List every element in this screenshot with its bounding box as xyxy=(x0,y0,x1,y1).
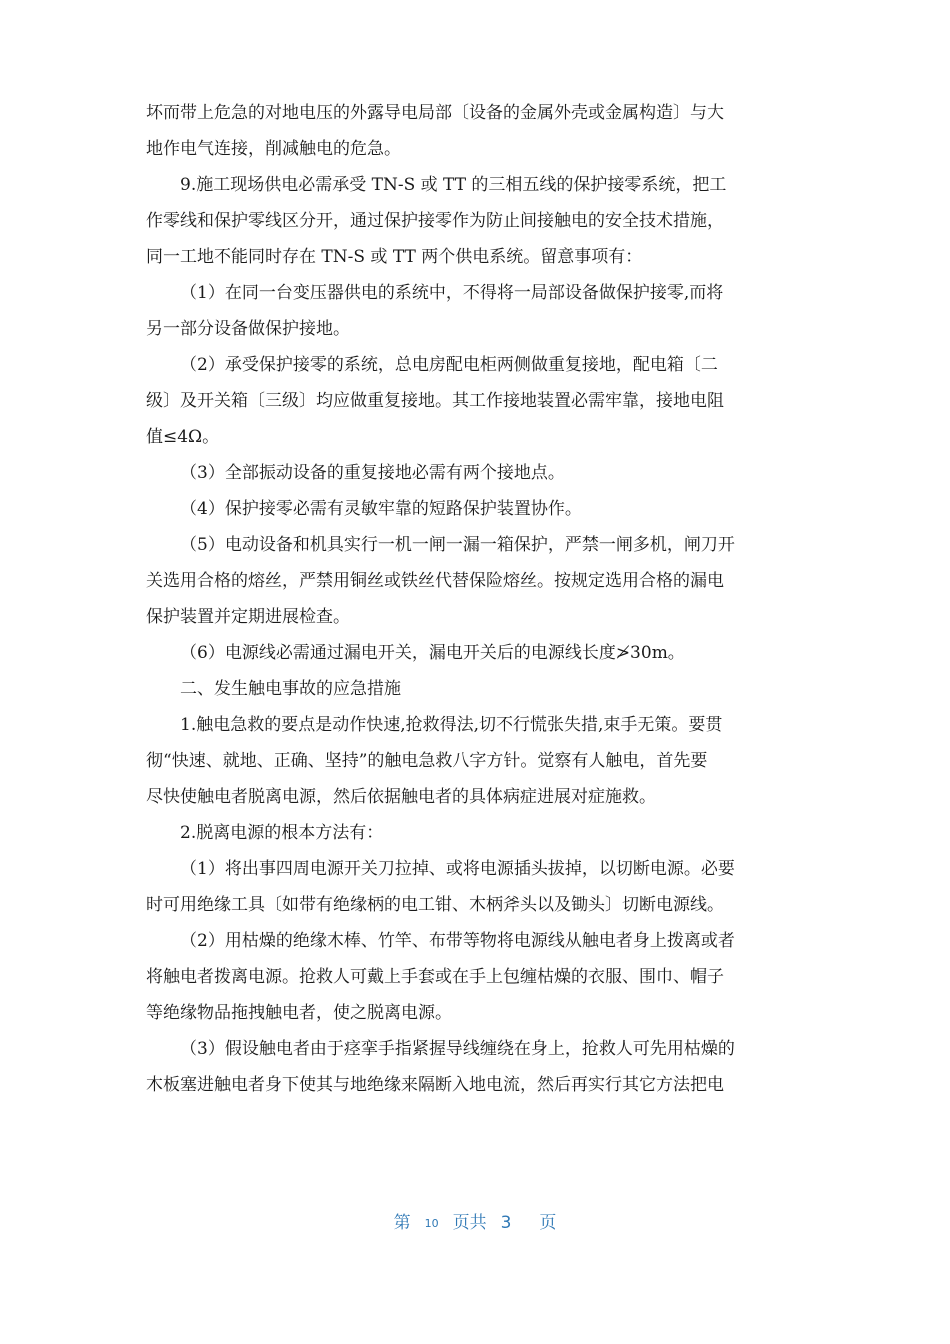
text-line: 级〕及开关箱〔三级〕均应做重复接地。其工作接地装置必需牢靠，接地电阻 xyxy=(146,391,724,411)
page-footer xyxy=(0,1208,950,1233)
text-line: 木板塞进触电者身下使其与地绝缘来隔断入地电流，然后再实行其它方法把电 xyxy=(146,1075,724,1095)
text-line: 彻“快速、就地、正确、坚持”的触电急救八字方针。觉察有人触电，首先要 xyxy=(146,751,708,771)
text-line: （5）电动设备和机具实行一机一闸一漏一箱保护，严禁一闸多机，闸刀开 xyxy=(180,535,735,555)
text-line: 1.触电急救的要点是动作快速,抢救得法,切不行慌张失措,束手无策。要贯 xyxy=(180,715,723,735)
text-line: （3）假设触电者由于痉挛手指紧握导线缠绕在身上，抢救人可先用枯燥的 xyxy=(180,1039,735,1059)
text-line: 时可用绝缘工具〔如带有绝缘柄的电工钳、木柄斧头以及锄头〕切断电源线。 xyxy=(146,895,724,915)
text-line: 9.施工现场供电必需承受 TN-S 或 TT 的三相五线的保护接零系统，把工 xyxy=(180,175,727,195)
text-line: （4）保护接零必需有灵敏牢靠的短路保护装置协作。 xyxy=(180,499,582,519)
text-line: 关选用合格的熔丝，严禁用铜丝或铁丝代替保险熔丝。按规定选用合格的漏电 xyxy=(146,571,724,591)
footer-prefix: 第 xyxy=(393,1213,411,1233)
footer-total: 3 xyxy=(500,1213,512,1233)
text-line: （6）电源线必需通过漏电开关，漏电开关后的电源线长度≯30m。 xyxy=(180,643,685,663)
text-line: 保护装置并定期进展检查。 xyxy=(146,607,350,627)
footer-middle: 页共 xyxy=(452,1213,487,1233)
text-line: 地作电气连接，削减触电的危急。 xyxy=(146,139,401,159)
text-line: 同一工地不能同时存在 TN-S 或 TT 两个供电系统。留意事项有： xyxy=(146,247,643,267)
text-line: 等绝缘物品拖拽触电者，使之脱离电源。 xyxy=(146,1003,452,1023)
text-line: （1）在同一台变压器供电的系统中，不得将一局部设备做保护接零,而将 xyxy=(180,283,724,303)
footer-page-number: 10 xyxy=(424,1217,439,1230)
text-line: 值≤4Ω。 xyxy=(146,427,220,447)
text-line: （3）全部振动设备的重复接地必需有两个接地点。 xyxy=(180,463,565,483)
text-line: 2.脱离电源的根本方法有： xyxy=(180,823,384,843)
text-line: （1）将出事四周电源开关刀拉掉、或将电源插头拔掉，以切断电源。必要 xyxy=(180,859,735,879)
text-line: 另一部分设备做保护接地。 xyxy=(146,319,350,339)
text-line: （2）承受保护接零的系统，总电房配电柜两侧做重复接地，配电箱〔二 xyxy=(180,355,718,375)
text-line: 作零线和保护零线区分开，通过保护接零作为防止间接触电的安全技术措施， xyxy=(146,211,724,231)
text-line: 坏而带上危急的对地电压的外露导电局部〔设备的金属外壳或金属构造〕与大 xyxy=(146,103,724,123)
text-line: （2）用枯燥的绝缘木棒、竹竿、布带等物将电源线从触电者身上拨离或者 xyxy=(180,931,735,951)
footer-suffix: 页 xyxy=(539,1213,557,1233)
text-line: 将触电者拨离电源。抢救人可戴上手套或在手上包缠枯燥的衣服、围巾、帽子 xyxy=(146,967,724,987)
text-line: 尽快使触电者脱离电源，然后依据触电者的具体病症进展对症施救。 xyxy=(146,787,656,807)
text-line: 二、发生触电事故的应急措施 xyxy=(180,679,401,699)
document-body xyxy=(146,97,806,1105)
